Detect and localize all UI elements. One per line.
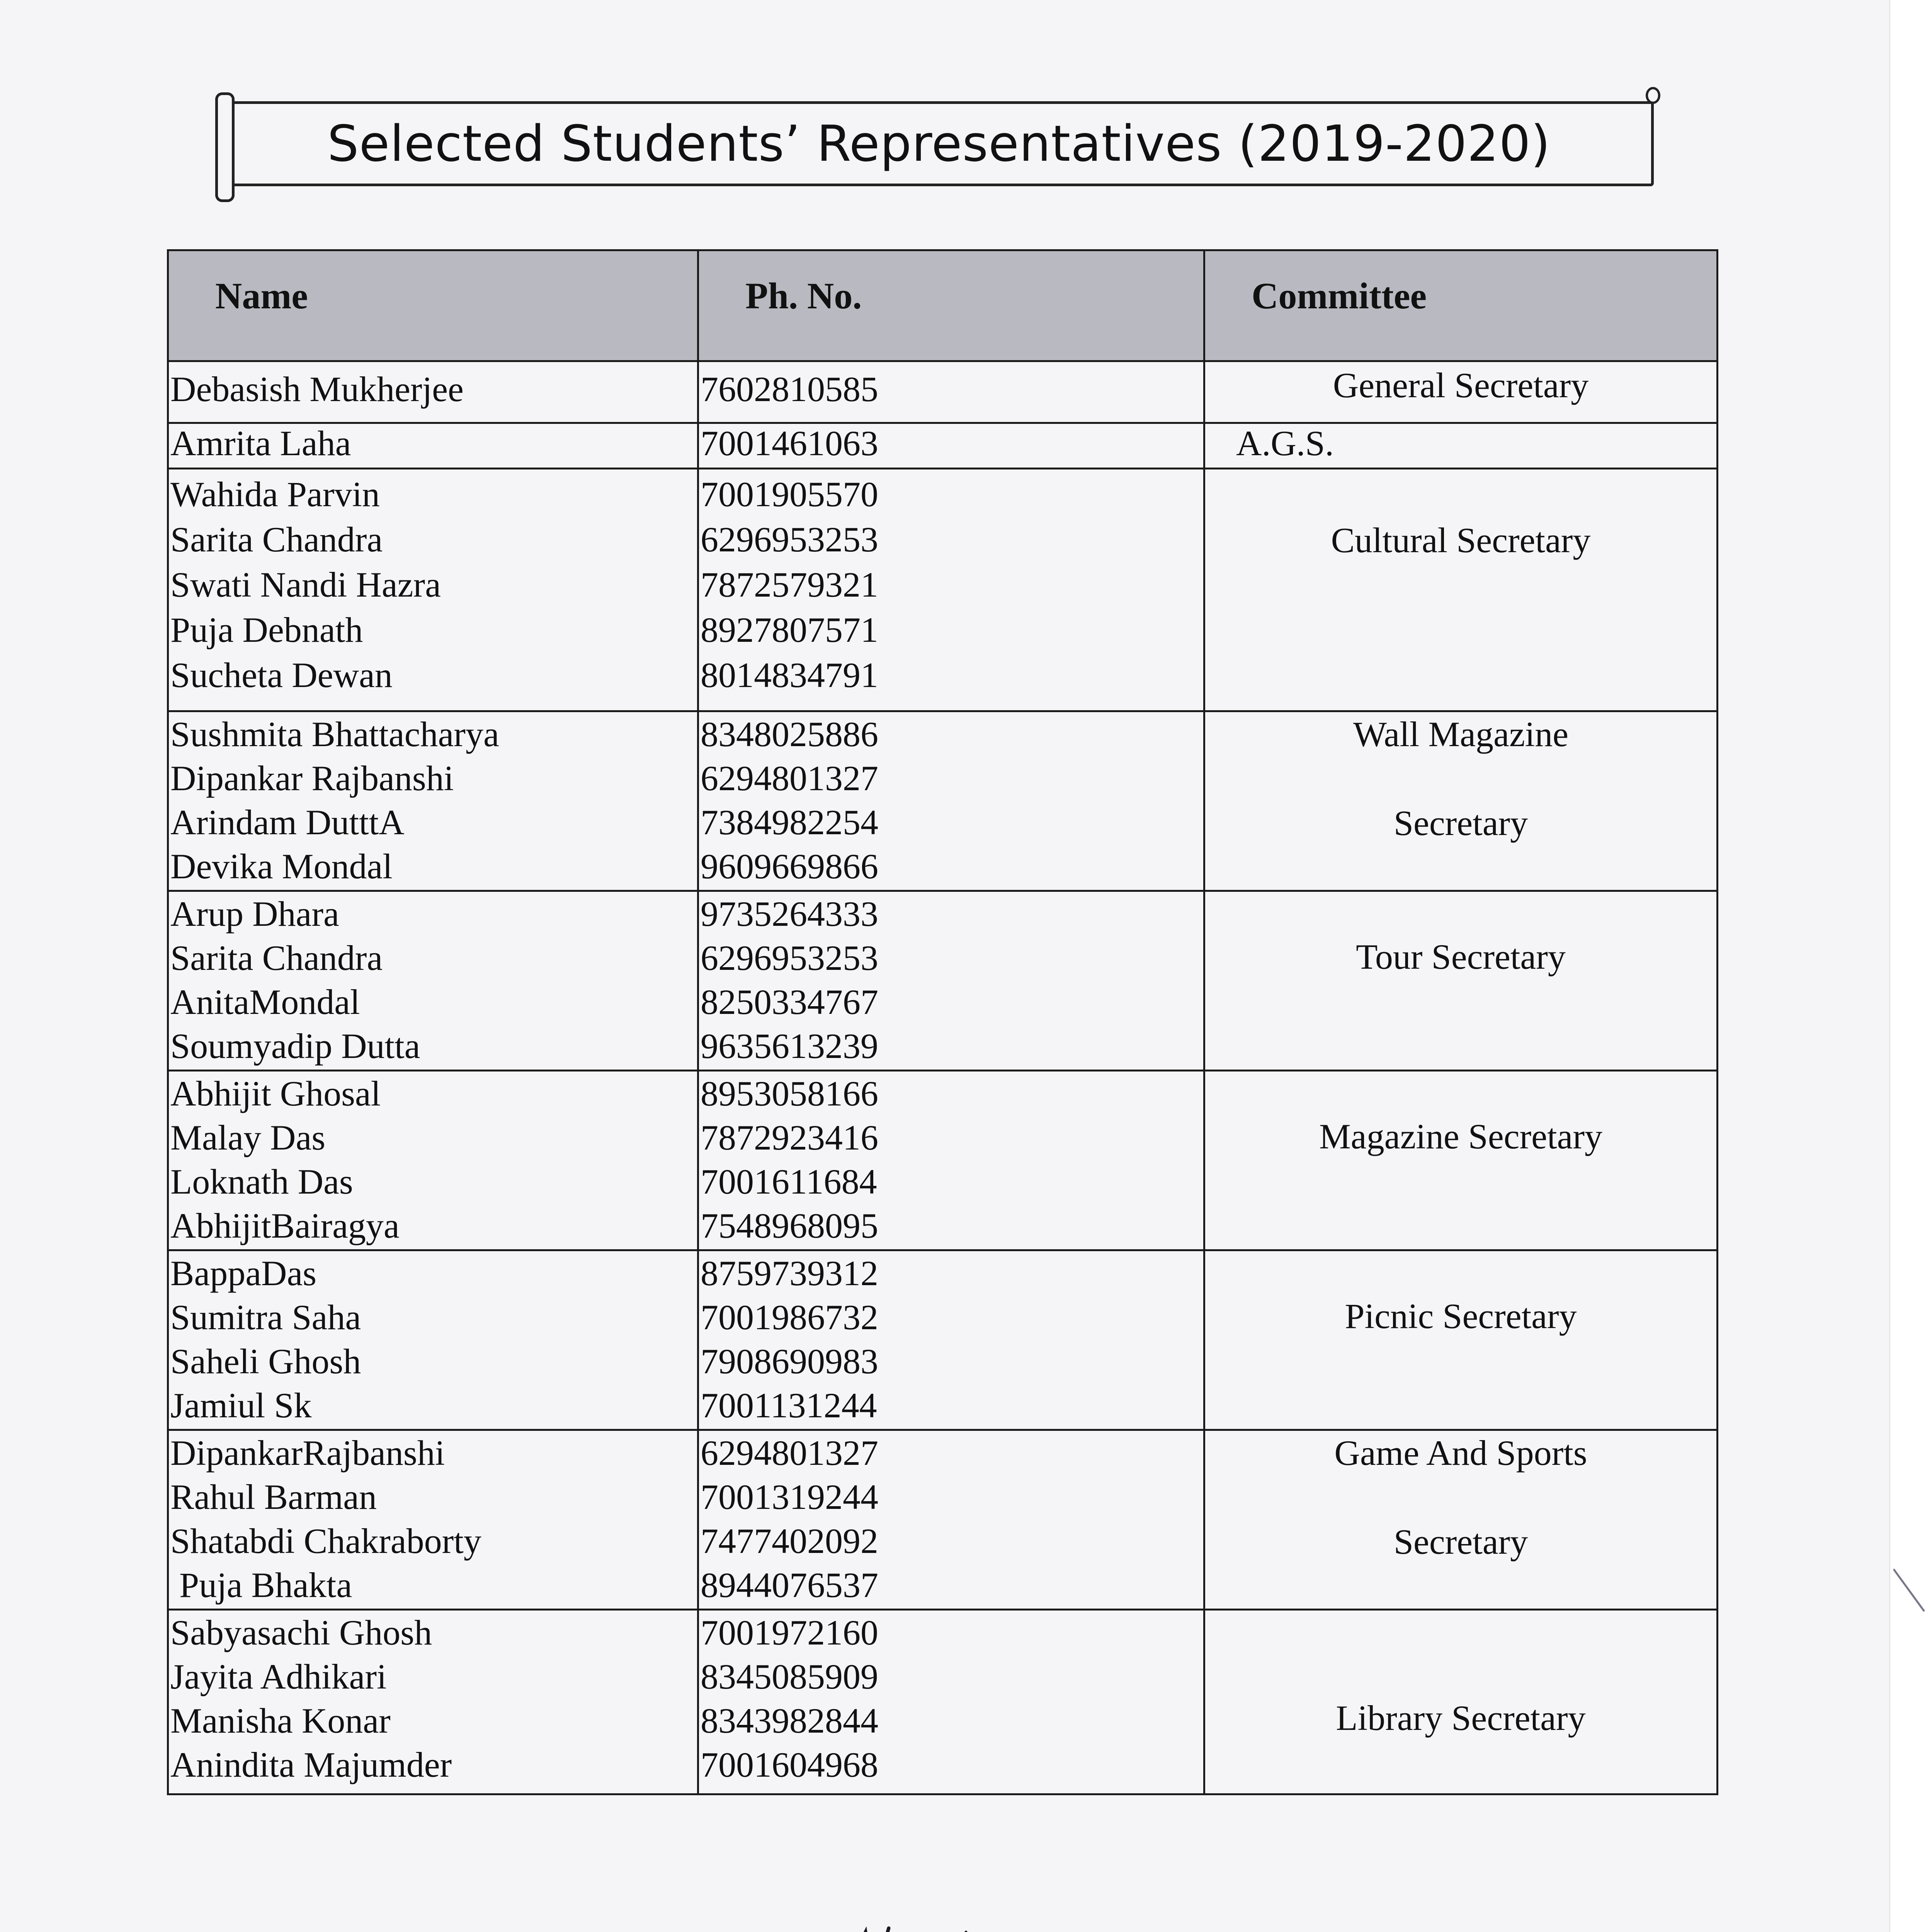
committee-cell: Magazine Secretary [1204,1071,1718,1250]
representatives-table [167,249,1718,1795]
name-cell: Debasish Mukherjee [168,361,698,423]
table-row [168,1071,1718,1250]
committee-cell: Cultural Secretary [1204,469,1718,711]
table-row [168,361,1718,423]
table-row [168,1250,1718,1430]
name-cell: DipankarRajbanshi Rahul Barman Shatabdi Chakraborty Puja Bhakta [168,1430,698,1610]
phone-cell: 7602810585 [698,361,1204,423]
phone-cell: 8953058166 7872923416 7001611684 7548968095 [698,1071,1204,1250]
table-header-row [168,250,1718,361]
committee-cell: Picnic Secretary [1204,1250,1718,1430]
table-row [168,423,1718,469]
principal-signature [838,1917,1086,1932]
name-cell: Wahida Parvin Sarita Chandra Swati Nandi Hazra Puja Debnath Sucheta Dewan [168,469,698,711]
name-cell: Amrita Laha [168,423,698,469]
name-cell: Sushmita Bhattacharya Dipankar Rajbanshi Arindam DutttA Devika Mondal [168,711,698,891]
phone-cell: 9735264333 6296953253 8250334767 9635613239 [698,891,1204,1071]
committee-cell: A.G.S. [1204,423,1718,469]
phone-cell: 6294801327 7001319244 7477402092 8944076537 [698,1430,1204,1610]
page-right-edge [1889,0,1932,1932]
name-cell: Arup Dhara Sarita Chandra AnitaMondal Soumyadip Dutta [168,891,698,1071]
table-row [168,1430,1718,1610]
header-phone: Ph. No. [698,250,1204,361]
table-row [168,469,1718,711]
table-row [168,1610,1718,1794]
committee-cell: Tour Secretary [1204,891,1718,1071]
committee-cell: Library Secretary [1204,1610,1718,1794]
committee-cell: General Secretary [1204,361,1718,423]
phone-cell: 8759739312 7001986732 7908690983 7001131244 [698,1250,1204,1430]
page-title: Selected Students’ Representatives (2019-2020) [327,115,1551,173]
committee-cell: Game And Sports Secretary [1204,1430,1718,1610]
header-name: Name [168,250,698,361]
name-cell: Abhijit Ghosal Malay Das Loknath Das AbhijitBairagya [168,1071,698,1250]
phone-cell: 7001461063 [698,423,1204,469]
phone-cell: 8348025886 6294801327 7384982254 9609669866 [698,711,1204,891]
committee-cell: Wall Magazine Secretary [1204,711,1718,891]
table-row [168,891,1718,1071]
scan-mark [1893,1569,1928,1615]
phone-cell: 7001905570 6296953253 7872579321 8927807571 8014834791 [698,469,1204,711]
header-committee: Committee [1204,250,1718,361]
table-row [168,711,1718,891]
title-banner [224,101,1654,186]
phone-cell: 7001972160 8345085909 8343982844 7001604968 [698,1610,1204,1794]
name-cell: Sabyasachi Ghosh Jayita Adhikari Manisha Konar Anindita Majumder [168,1610,698,1794]
name-cell: BappaDas Sumitra Saha Saheli Ghosh Jamiul Sk [168,1250,698,1430]
